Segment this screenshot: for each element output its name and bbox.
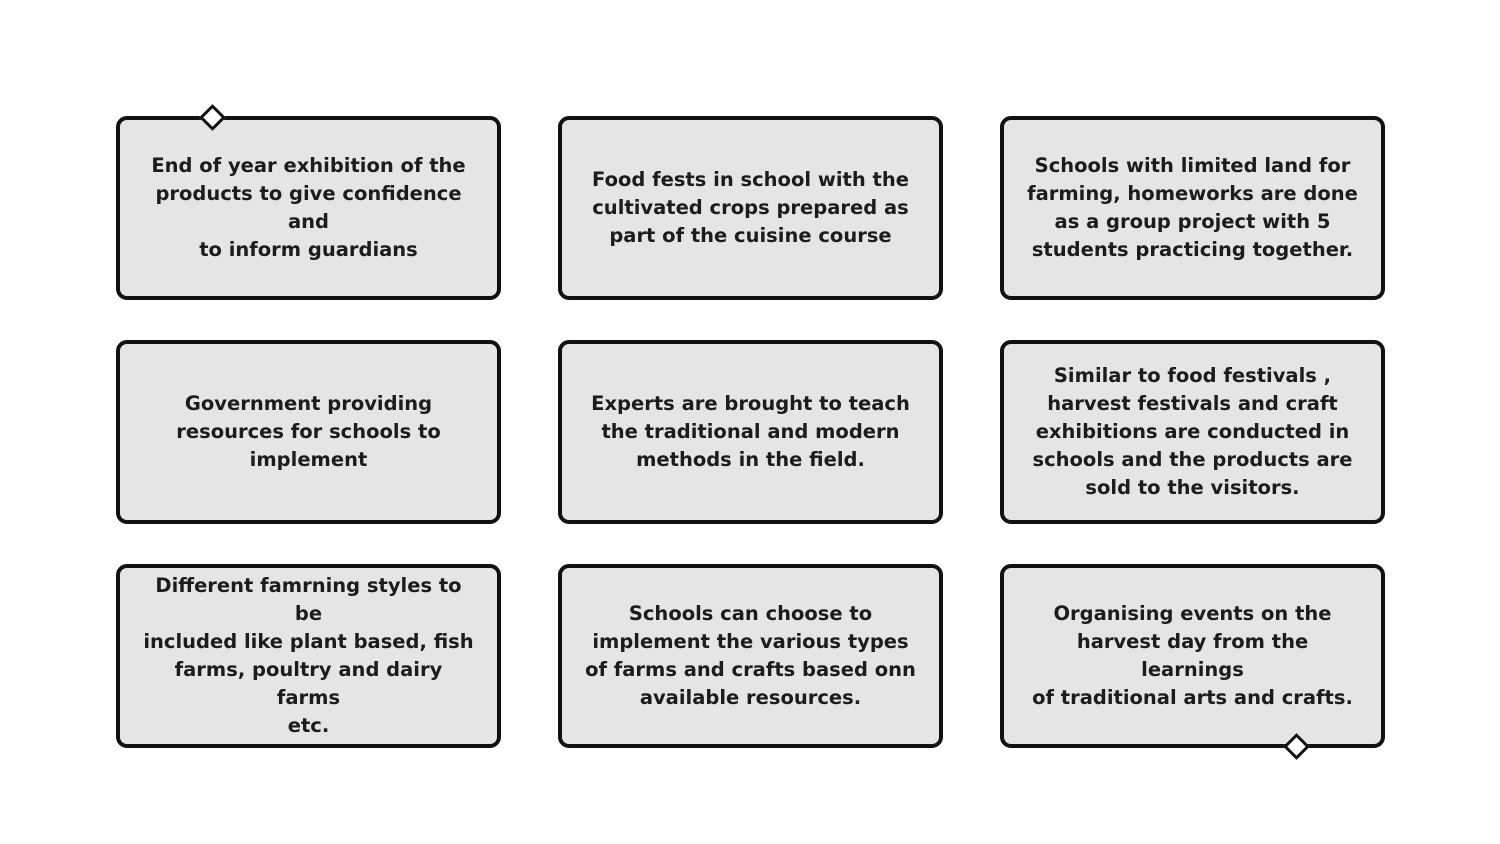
diamond-connector-handle[interactable] — [1283, 733, 1310, 760]
card-text: Schools can choose to implement the various types of farms and crafts based onn available resources. — [585, 602, 916, 709]
card-text: Similar to food festivals , harvest festivals and craft exhibitions are conducted in schools and the products are sold to the visitors. — [1032, 364, 1353, 499]
card-harvest-day-events — [1000, 564, 1385, 748]
card-farming-styles — [116, 564, 501, 748]
card-government-resources — [116, 340, 501, 524]
card-limited-land-group-project — [1000, 116, 1385, 300]
card-food-fests — [558, 116, 943, 300]
card-choose-farm-types — [558, 564, 943, 748]
card-experts-teaching — [558, 340, 943, 524]
card-text: End of year exhibition of the products to give confidence and to inform guardians — [151, 154, 466, 261]
card-text: Food fests in school with the cultivated crops prepared as part of the cuisine course — [592, 168, 909, 247]
card-text: Experts are brought to teach the traditional and modern methods in the field. — [591, 392, 910, 471]
card-text: Government providing resources for schools to implement — [176, 392, 441, 471]
diamond-connector-handle[interactable] — [199, 104, 226, 131]
card-grid — [116, 116, 1385, 748]
card-end-of-year-exhibition — [116, 116, 501, 300]
card-text: Schools with limited land for farming, homeworks are done as a group project with 5 students practicing together. — [1027, 154, 1358, 261]
card-harvest-festivals — [1000, 340, 1385, 524]
card-text: Different famrning styles to be included like plant based, fish farms, poultry and dairy farms etc. — [143, 574, 474, 737]
card-text: Organising events on the harvest day from the learnings of traditional arts and crafts. — [1032, 602, 1353, 709]
